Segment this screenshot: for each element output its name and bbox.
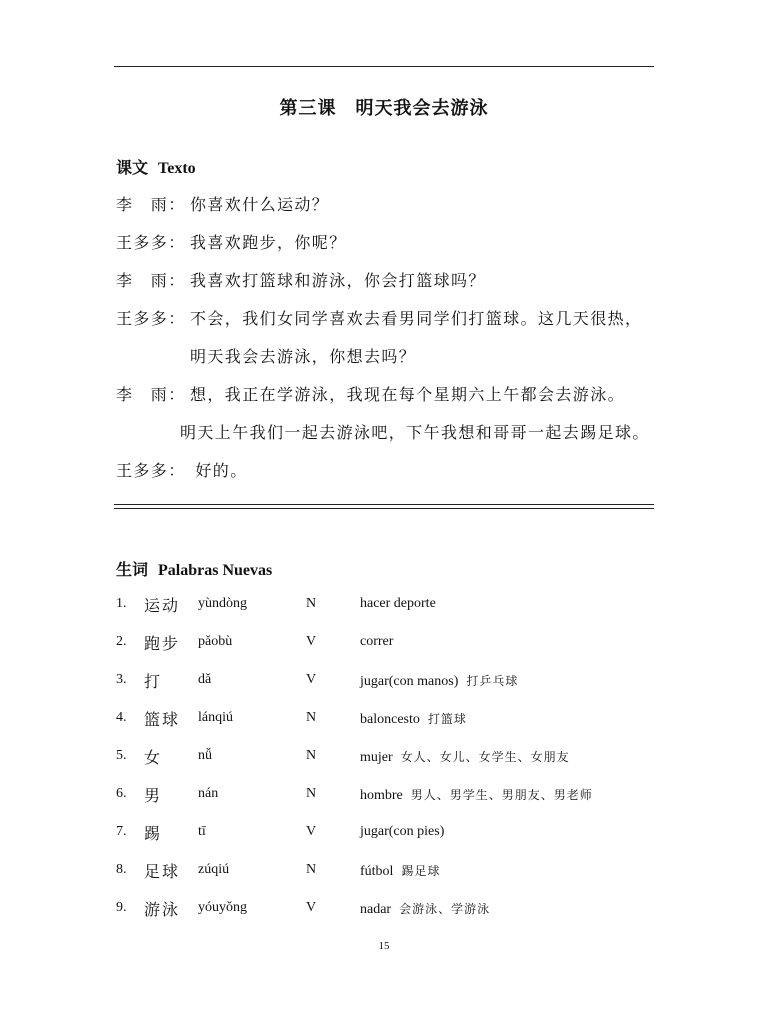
vocab-pos: N	[306, 748, 317, 763]
vocab-number: 5.	[116, 748, 127, 763]
vocab-pinyin: nǚ	[198, 748, 212, 763]
vocab-number: 3.	[116, 672, 127, 687]
dialogue-text: 想，我正在学游泳，我现在每个星期六上午都会去游泳。	[190, 387, 626, 404]
vocab-number: 1.	[116, 596, 127, 611]
vocab-meaning	[360, 634, 401, 650]
vocab-hanzi: 打	[144, 674, 163, 691]
lesson-title: 第三课 明天我会去游泳	[279, 98, 489, 118]
vocab-examples: 踢足球	[401, 864, 441, 878]
vocab-number: 2.	[116, 634, 127, 649]
vocab-pinyin: tī	[198, 824, 206, 839]
vocab-pinyin: yóuyǒng	[198, 900, 247, 915]
dialogue-continuation: 明天我会去游泳，你想去吗？	[190, 349, 417, 366]
vocab-hanzi: 足球	[144, 864, 181, 881]
vocab-heading-es: Palabras Nuevas	[158, 562, 273, 579]
vocab-examples: 会游泳、学游泳	[399, 902, 491, 916]
vocab-meaning-text: fútbol	[360, 864, 394, 879]
dialogue-speaker: 李 雨：	[116, 273, 186, 290]
dialogue-speaker: 王多多：	[116, 235, 186, 252]
dialogue-speaker: 王多多：	[116, 311, 186, 328]
vocab-meaning	[360, 672, 518, 690]
vocab-meaning	[360, 710, 467, 728]
vocab-pos: V	[306, 824, 317, 839]
vocab-number: 4.	[116, 710, 127, 725]
dialogue-line	[116, 458, 248, 481]
vocab-meaning-text: correr	[360, 634, 394, 649]
vocab-pinyin: yùndòng	[198, 596, 247, 611]
page-number: 15	[378, 940, 390, 952]
dialogue-speaker: 李 雨：	[116, 387, 186, 404]
vocab-number: 9.	[116, 900, 127, 915]
vocab-pinyin: dǎ	[198, 672, 212, 687]
vocab-number: 8.	[116, 862, 127, 877]
dialogue-speaker: 王多多：	[116, 463, 186, 480]
vocab-meaning	[360, 748, 570, 766]
texto-heading-es: Texto	[158, 160, 196, 177]
vocab-meaning-text: hacer deporte	[360, 596, 436, 611]
vocab-row	[116, 710, 656, 732]
vocab-hanzi: 跑步	[144, 636, 181, 653]
vocab-row	[116, 672, 656, 694]
vocab-row	[116, 596, 656, 618]
vocab-meaning-text: baloncesto	[360, 712, 420, 727]
vocab-examples: 女人、女儿、女学生、女朋友	[400, 750, 570, 764]
vocab-hanzi: 篮球	[144, 712, 181, 729]
dialogue-speaker: 李 雨：	[116, 197, 186, 214]
vocab-meaning-text: nadar	[360, 902, 392, 917]
dialogue-line	[116, 306, 642, 329]
vocab-meaning	[360, 900, 490, 918]
vocab-heading	[116, 557, 272, 580]
texto-heading	[116, 155, 196, 178]
vocab-pos: V	[306, 672, 317, 687]
dialogue-text: 不会，我们女同学喜欢去看男同学们打篮球。这几天很热，	[190, 311, 643, 328]
vocab-meaning	[360, 824, 452, 840]
vocab-pos: N	[306, 786, 317, 801]
dialogue-line	[116, 382, 625, 405]
vocab-row	[116, 634, 656, 656]
vocab-pos: V	[306, 900, 317, 915]
vocab-examples: 男人、男学生、男朋友、男老师	[410, 788, 593, 802]
vocab-pos: N	[306, 862, 317, 877]
vocab-examples: 打篮球	[427, 712, 467, 726]
vocab-row	[116, 786, 656, 808]
vocab-row	[116, 862, 656, 884]
vocab-meaning-text: jugar(con pies)	[360, 824, 445, 839]
vocab-pinyin: pǎobù	[198, 634, 233, 649]
vocab-pinyin: zúqiú	[198, 862, 230, 877]
vocab-number: 7.	[116, 824, 127, 839]
vocab-meaning-text: hombre	[360, 788, 403, 803]
vocab-meaning	[360, 786, 593, 804]
dialogue-text: 我喜欢跑步，你呢？	[190, 235, 347, 252]
vocab-row	[116, 824, 656, 846]
vocab-row	[116, 900, 656, 922]
dialogue-text: 你喜欢什么运动？	[190, 197, 330, 214]
vocab-pos: N	[306, 710, 317, 725]
vocab-number: 6.	[116, 786, 127, 801]
vocab-meaning-text: jugar(con manos)	[360, 674, 459, 689]
texto-heading-zh: 课文	[116, 160, 149, 177]
vocab-hanzi: 运动	[144, 598, 181, 615]
vocab-pinyin: nán	[198, 786, 219, 801]
dialogue-line	[116, 192, 329, 215]
dialogue-text: 好的。	[190, 463, 248, 480]
vocab-pos: N	[306, 596, 317, 611]
vocab-pinyin: lánqiú	[198, 710, 233, 725]
top-rule	[114, 66, 654, 67]
vocab-hanzi: 女	[144, 750, 163, 767]
dialogue-text: 我喜欢打篮球和游泳，你会打篮球吗？	[190, 273, 486, 290]
vocab-meaning-text: mujer	[360, 750, 393, 765]
vocab-examples: 打乒乓球	[466, 674, 519, 688]
dialogue-continuation: 明天上午我们一起去游泳吧，下午我想和哥哥一起去踢足球。	[180, 425, 650, 442]
section-divider	[114, 504, 654, 509]
vocab-hanzi: 踢	[144, 826, 163, 843]
dialogue-line	[116, 268, 486, 291]
vocab-hanzi: 男	[144, 788, 163, 805]
vocab-meaning	[360, 862, 440, 880]
vocab-heading-zh: 生词	[116, 562, 149, 579]
vocab-pos: V	[306, 634, 317, 649]
vocab-hanzi: 游泳	[144, 902, 181, 919]
dialogue-line	[116, 230, 347, 253]
vocab-meaning	[360, 596, 444, 612]
vocab-row	[116, 748, 656, 770]
